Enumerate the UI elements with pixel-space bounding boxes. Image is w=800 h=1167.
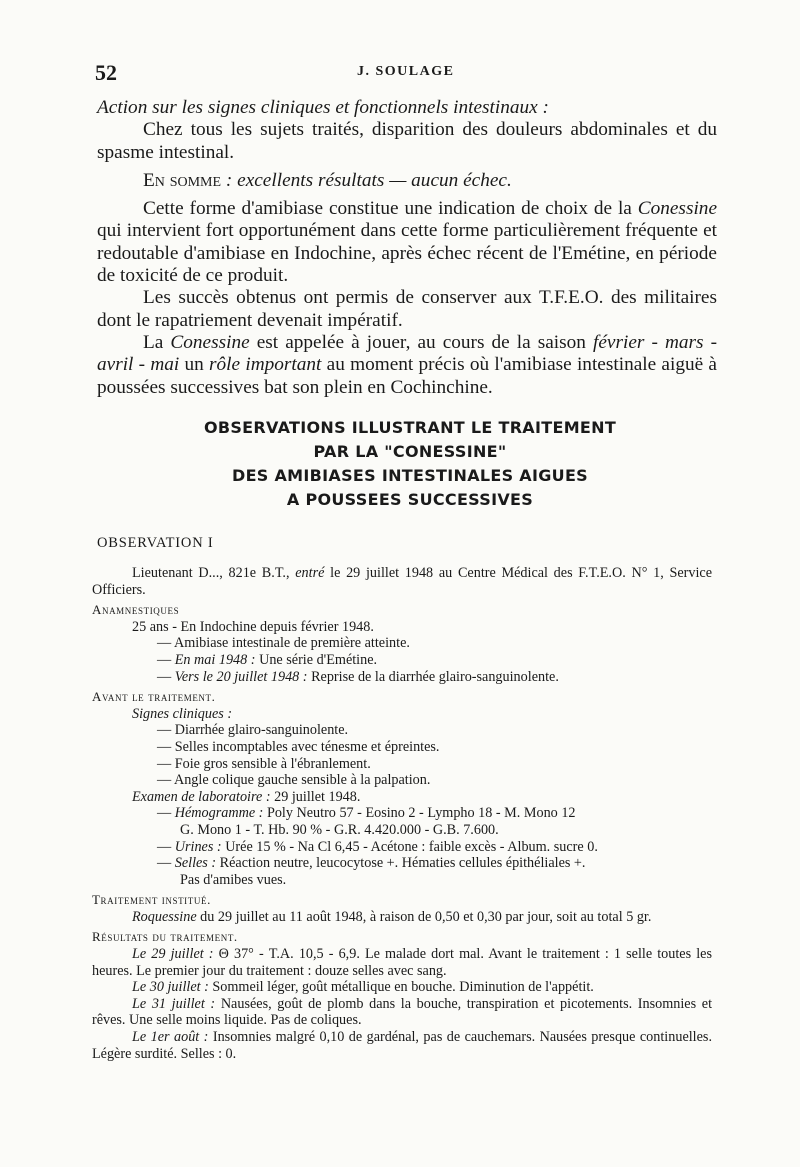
title-line-1: OBSERVATIONS ILLUSTRANT LE TRAITEMENT bbox=[203, 418, 617, 437]
paragraph-succes: Les succès obtenus ont permis de conserver aux T.F.E.O. des militaires dont le rapatriement devenait impératif. bbox=[97, 287, 717, 331]
anamnese-line: — En mai 1948 : Une série d'Emétine. bbox=[157, 651, 378, 668]
paragraph-indication: Cette forme d'amibiase constitue une indication de choix de la Conessine qui intervient fort opportunément dans cette forme particulièrement fréquente et redoutable d'amibiase en Indochine, après échec récent de l'Emétine, en période de toxicité de ce produit. bbox=[97, 198, 717, 287]
signes-cliniques-label: Signes cliniques : bbox=[132, 705, 233, 722]
signe-line: — Diarrhée glairo-sanguinolente. bbox=[157, 722, 349, 739]
anamnese-line: — Amibiase intestinale de première atteinte. bbox=[157, 635, 410, 652]
signe-line: — Foie gros sensible à l'ébranlement. bbox=[157, 755, 371, 772]
anamnese-line: 25 ans - En Indochine depuis février 1948. bbox=[132, 618, 374, 635]
title-line-4: A POUSSEES SUCCESSIVES bbox=[286, 490, 534, 509]
anamnese-line: — Vers le 20 juillet 1948 : Reprise de la diarrhée glairo-sanguinolente. bbox=[157, 668, 559, 685]
examen-label: Examen de laboratoire : 29 juillet 1948. bbox=[132, 788, 361, 805]
running-head: J. SOULAGE bbox=[357, 64, 455, 79]
action-text: Chez tous les sujets traités, disparition des douleurs abdominales et du spasme intestinal. bbox=[97, 119, 717, 163]
signe-line: — Selles incomptables avec ténesme et épreintes. bbox=[157, 738, 440, 755]
paragraph-saison: La Conessine est appelée à jouer, au cours de la saison février - mars - avril - mai un rôle important au moment précis où l'amibiase intestinale aiguë à poussées successives bat son plein en Cochinchine. bbox=[97, 331, 717, 398]
en-somme: En somme : excellents résultats — aucun échec. bbox=[143, 169, 512, 191]
observation-heading: OBSERVATION I bbox=[97, 535, 214, 551]
selles-line-2: Pas d'amibes vues. bbox=[180, 871, 287, 888]
hemogramme-line-2: G. Mono 1 - T. Hb. 90 % - G.R. 4.420.000 - G.B. 7.600. bbox=[180, 821, 499, 838]
traitement-text: Roquessine du 29 juillet au 11 août 1948, à raison de 0,50 et 0,30 par jour, soit au total 5 gr. bbox=[132, 908, 652, 925]
section-avant-traitement: Avant le traitement. bbox=[92, 689, 216, 705]
resultat-entry: Le 1er août : Insomnies malgré 0,10 de gardénal, pas de cauchemars. Nausées presque continuelles. Légère surdité. Selles : 0. bbox=[92, 1029, 712, 1062]
patient-intro: Lieutenant D..., 821e B.T., entré le 29 juillet 1948 au Centre Médical des F.T.E.O. N° 1, Service Officiers. bbox=[92, 565, 713, 598]
resultat-entry: Le 29 juillet : Θ 37° - T.A. 10,5 - 6,9. Le malade dort mal. Avant le traitement : 1 selle toutes les heures. Le premier jour du traitement : douze selles avec sang. bbox=[92, 946, 712, 979]
section-anamnestiques: Anamnestiques bbox=[92, 602, 180, 618]
page-header bbox=[95, 60, 715, 86]
resultat-entry: Le 30 juillet : Sommeil léger, goût métallique en bouche. Diminution de l'appétit. bbox=[132, 979, 594, 996]
section-traitement: Traitement institué. bbox=[92, 892, 211, 908]
signe-line: — Angle colique gauche sensible à la palpation. bbox=[157, 772, 431, 789]
action-heading: Action sur les signes cliniques et fonctionnels intestinaux : bbox=[97, 97, 549, 118]
title-line-3: DES AMIBIASES INTESTINALES AIGUES bbox=[231, 466, 589, 485]
urines-line: — Urines : Urée 15 % - Na Cl 6,45 - Acétone : faible excès - Album. sucre 0. bbox=[157, 838, 598, 855]
page-number: 52 bbox=[95, 60, 117, 85]
title-line-2: PAR LA "CONESSINE" bbox=[313, 442, 507, 461]
section-resultats: Résultats du traitement. bbox=[92, 929, 238, 945]
hemogramme-line: — Hémogramme : Poly Neutro 57 - Eosino 2 - Lympho 18 - M. Mono 12 bbox=[157, 805, 576, 822]
observation-body bbox=[92, 565, 712, 1062]
observations-title bbox=[150, 416, 670, 512]
selles-line: — Selles : Réaction neutre, leucocytose +. Hématies cellules épithéliales +. bbox=[157, 855, 586, 872]
intro-section bbox=[97, 97, 717, 399]
resultat-entry: Le 31 juillet : Nausées, goût de plomb dans la bouche, transpiration et picotements. Insomnies et rêves. Une selle moins liquide. Pas de coliques. bbox=[92, 995, 713, 1029]
